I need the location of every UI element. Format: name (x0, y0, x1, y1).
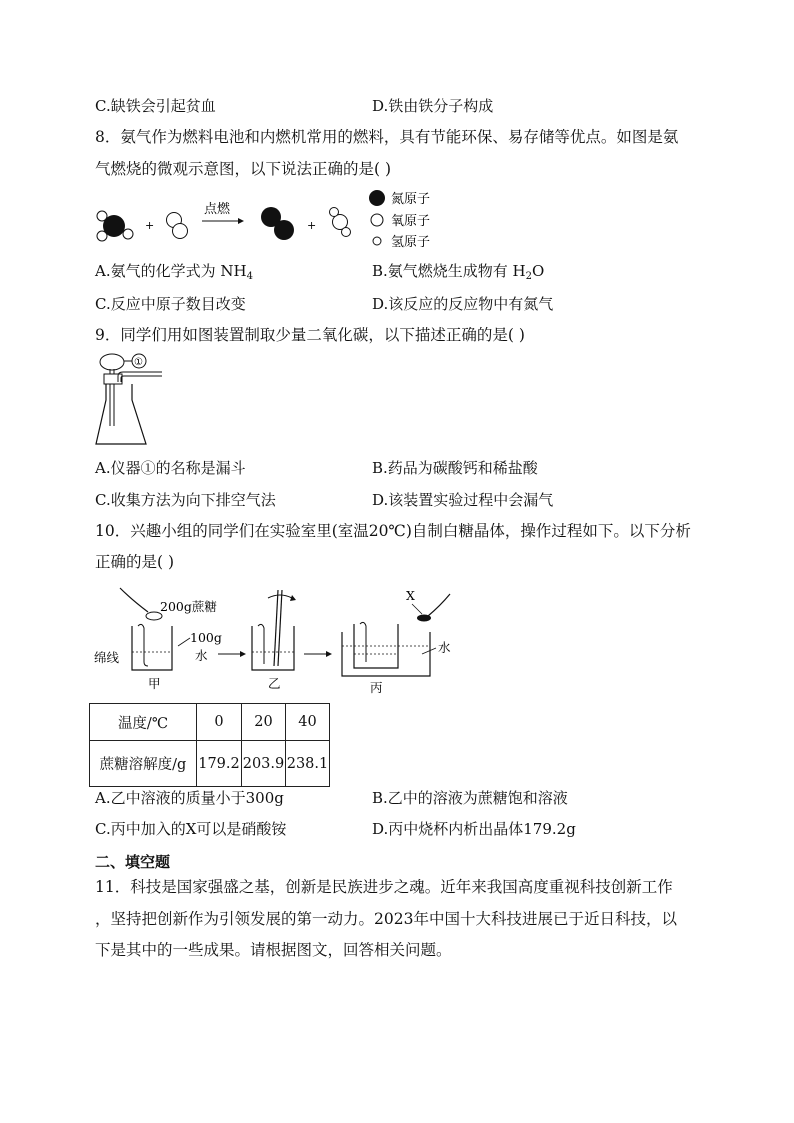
table-cell: 0 (197, 704, 242, 741)
table-cell: 40 (286, 704, 330, 741)
legend-nitrogen: 氮原子 (391, 192, 431, 207)
oxygen-molecule (167, 213, 188, 239)
table-cell: 238.1 (286, 741, 330, 787)
q8-option-a: A.氨气的化学式为 $NH_4$ (95, 262, 253, 282)
q9-option-d: D.该装置实验过程中会漏气 (372, 491, 554, 509)
q11-stem-line1: 11．科技是国家强盛之基，创新是民族进步之魂。近年来我国高度重视科技创新工作 (95, 878, 673, 896)
q10-option-a: A.乙中溶液的质量小于300g (95, 789, 284, 807)
table-cell: 蔗糖溶解度/g (90, 741, 197, 787)
beaker-b-label: 乙 (268, 676, 281, 691)
beaker-c-label: 丙 (370, 680, 383, 695)
table-cell: 20 (242, 704, 286, 741)
solubility-table (89, 703, 330, 787)
beaker-a-label: 甲 (148, 676, 161, 691)
q10-sugar-crystal-diagram (92, 580, 462, 695)
legend-oxygen: 氧原子 (391, 214, 431, 229)
q11-stem-line3: 下是其中的一些成果。请根据图文，回答相关问题。 (95, 941, 452, 959)
ammonia-molecule (97, 211, 133, 241)
q8-reaction-diagram (90, 190, 450, 250)
plus-sign-2: + (307, 219, 317, 232)
section-title: 二、填空题 (95, 853, 171, 871)
q7-option-c: C.缺铁会引起贫血 (95, 97, 216, 115)
q9-option-c: C.收集方法为向下排空气法 (95, 491, 276, 509)
x-label: X (406, 588, 415, 603)
legend-hydrogen-icon (373, 237, 381, 245)
q10-option-b: B.乙中的溶液为蔗糖饱和溶液 (372, 789, 568, 807)
legend-oxygen-icon (371, 214, 383, 226)
q9-option-a: A.仪器①的名称是漏斗 (95, 459, 246, 477)
table-row (90, 704, 330, 741)
water-label: 水 (195, 648, 208, 663)
q10-stem-line2: 正确的是( ) (95, 553, 175, 571)
q8-option-c: C.反应中原子数目改变 (95, 295, 246, 313)
q9-flask-apparatus (92, 352, 172, 452)
arrow-label: 点燃 (204, 202, 231, 217)
table-cell: 温度/℃ (90, 704, 197, 741)
q7-option-d: D.铁由铁分子构成 (372, 97, 494, 115)
q11-stem-line2: ，坚持把创新作为引领发展的第一动力。2023年中国十大科技进展已于近日科技，以 (95, 910, 677, 928)
nitrogen-molecule (261, 207, 294, 240)
table-cell: 203.9 (242, 741, 286, 787)
q8-stem-line1: 8．氨气作为燃料电池和内燃机常用的燃料，具有节能环保、易存储等优点。如图是氨 (95, 128, 679, 146)
sugar-label: 200g蔗糖 (160, 599, 217, 614)
plus-sign-1: + (145, 219, 155, 232)
q8-stem-line2: 气燃烧的微观示意图，以下说法正确的是( ) (95, 160, 392, 178)
q10-option-c: C.丙中加入的X可以是硝酸铵 (95, 820, 287, 838)
q8-option-b: B.氨气燃烧生成物有 $H_2O$ (372, 262, 545, 282)
q10-stem-line1: 10．兴趣小组的同学们在实验室里(室温20℃)自制白糖晶体，操作过程如下。以下分析 (95, 522, 691, 540)
q10-option-d: D.丙中烧杯内析出晶体179.2g (372, 820, 576, 838)
legend-nitrogen-icon (369, 190, 385, 206)
q8-option-d: D.该反应的反应物中有氮气 (372, 295, 554, 313)
table-row (90, 741, 330, 787)
thread-label: 绵线 (94, 650, 120, 665)
water-mass-label: 100g (190, 630, 222, 645)
table-cell: 179.2 (197, 741, 242, 787)
apparatus-label: ① (134, 357, 143, 368)
water-label-c: 水 (438, 640, 451, 655)
q9-stem: 9．同学们用如图装置制取少量二氧化碳，以下描述正确的是( ) (95, 326, 525, 344)
legend-hydrogen: 氢原子 (391, 235, 431, 250)
q9-option-b: B.药品为碳酸钙和稀盐酸 (372, 459, 538, 477)
water-molecule (330, 208, 351, 237)
